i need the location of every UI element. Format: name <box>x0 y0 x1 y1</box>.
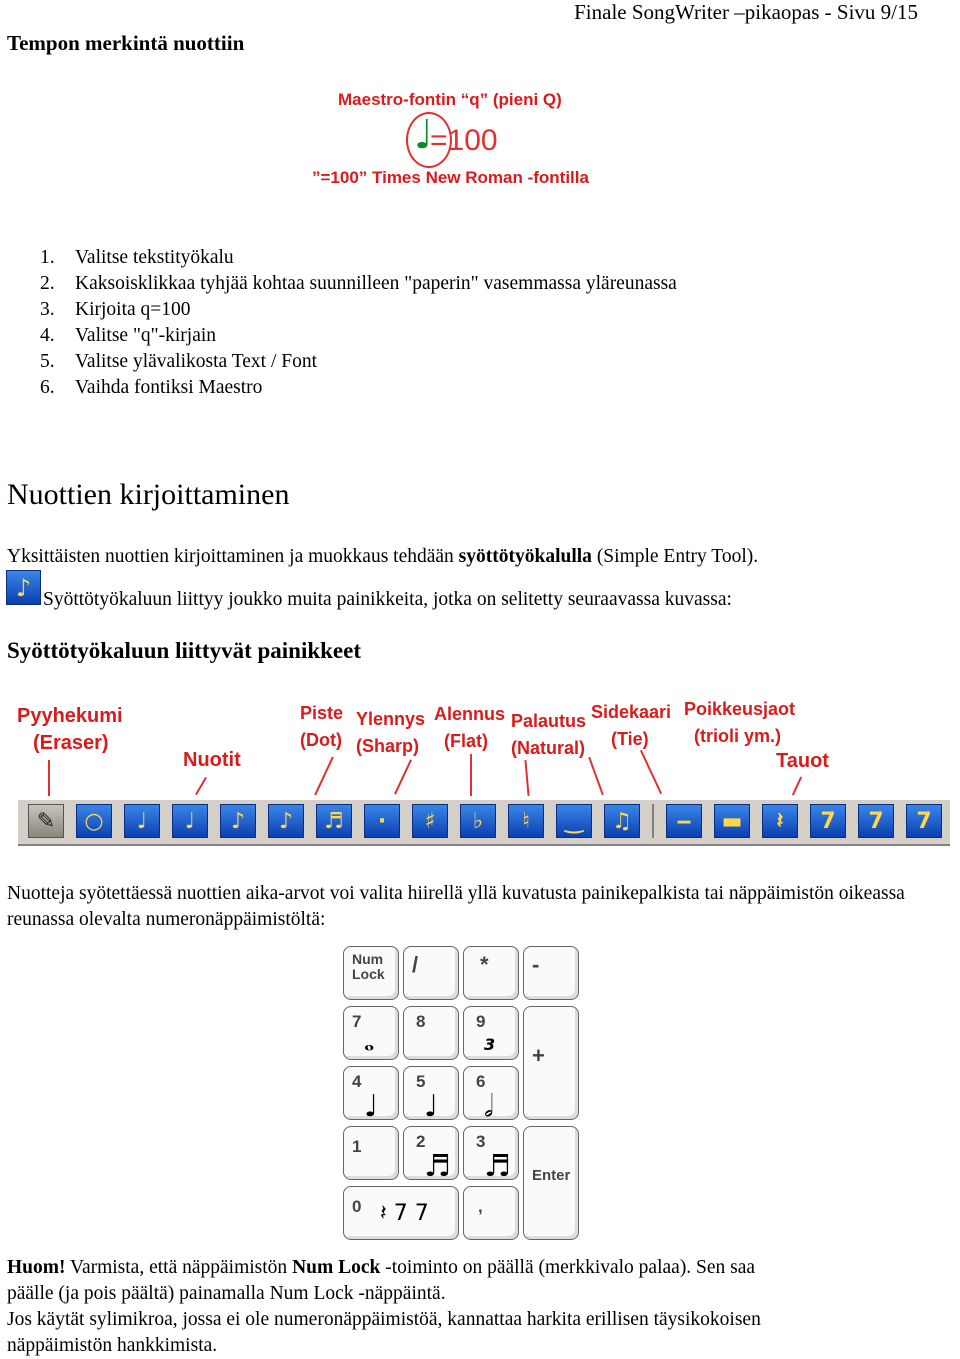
arrow <box>394 759 412 794</box>
key-asterisk[interactable]: * <box>463 946 519 1000</box>
sixteenth-note-icon: ♬ <box>424 1149 451 1184</box>
arrow <box>588 757 604 795</box>
list-item: 6. Vaihda fontiksi Maestro <box>40 377 263 398</box>
section-title-tempo: Tempon merkintä nuottiin <box>7 31 245 55</box>
key-0[interactable]: 0 𝄽 7 7 <box>343 1186 459 1240</box>
key-plus[interactable]: + <box>523 1006 579 1120</box>
key-2[interactable]: 2 ♬ <box>403 1126 459 1180</box>
eighth-note-icon: ♩ <box>364 1089 379 1124</box>
eighth-note-button[interactable]: ♪ <box>220 804 256 838</box>
arrow <box>792 777 802 796</box>
thirtysecond-rest-button[interactable]: 7 <box>906 804 942 838</box>
label-eraser: Pyyhekumi (Eraser) <box>17 705 123 754</box>
key-minus[interactable]: - <box>523 946 579 1000</box>
label-flat: Alennus (Flat) <box>434 704 506 751</box>
arrow <box>524 760 529 796</box>
key-9[interactable]: 9 3 <box>463 1006 519 1060</box>
tuplet-icon: 3 <box>484 1035 496 1054</box>
label-sharp: Ylennys (Sharp) <box>356 709 426 756</box>
arrow <box>314 757 334 796</box>
arrow <box>195 777 207 795</box>
whole-rest-button[interactable]: ‒ <box>666 804 702 838</box>
list-item: 1. Valitse tekstityökalu <box>40 247 234 268</box>
page-header-right: Finale SongWriter –pikaopas - Sivu 9/15 <box>574 0 918 24</box>
tempo-value: =100 <box>430 124 498 157</box>
simple-entry-toolbar <box>18 799 950 846</box>
quarter-rest-button[interactable]: 𝄽 <box>762 804 798 838</box>
half-rest-button[interactable]: ▬ <box>714 804 750 838</box>
quarter-note-icon: ♩ <box>424 1089 439 1124</box>
tempo-figure-top-label: Maestro-fontin “q” (pieni Q) <box>338 90 562 109</box>
quarter-note-button[interactable]: ♩ <box>172 804 208 838</box>
sharp-button[interactable]: ♯ <box>412 804 448 838</box>
label-rests: Tauot <box>776 750 829 772</box>
rests-icon: 𝄽 7 7 <box>380 1201 429 1226</box>
tempo-steps-list <box>0 245 677 401</box>
key-numlock[interactable]: Num Lock <box>343 946 399 1000</box>
paragraph-simple-entry: Yksittäisten nuottien kirjoittaminen ja muokkaus tehdään syöttötyökalulla (Simple Entry Tool). <box>7 546 759 567</box>
key-decimal[interactable]: , <box>463 1186 519 1240</box>
tempo-figure-bottom-label: ”=100” Times New Roman -fontilla <box>312 168 589 187</box>
list-item: 2. Kaksoisklikkaa tyhjää kohtaa suunnilleen "paperin" vasemmassa yläreunassa <box>40 273 677 294</box>
half-note-button[interactable]: ♩ <box>124 804 160 838</box>
label-notes: Nuotit <box>183 749 241 771</box>
sixteenth-rest-button[interactable]: 7 <box>858 804 894 838</box>
arrow <box>640 750 662 794</box>
simple-entry-tool-icon: ♪ <box>6 570 41 605</box>
arrow <box>48 760 50 796</box>
eighth-rest-button[interactable]: 7 <box>810 804 846 838</box>
key-8[interactable]: 8 <box>403 1006 459 1060</box>
half-note-icon: 𝅗𝅥 <box>484 1089 494 1124</box>
label-dot: Piste (Dot) <box>300 703 344 750</box>
sixteenth-note-button[interactable]: ♪ <box>268 804 304 838</box>
label-natural: Palautus (Natural) <box>511 711 587 758</box>
flat-button[interactable]: ♭ <box>460 804 496 838</box>
toolbar-separator <box>652 804 654 838</box>
list-item: 4. Valitse "q"-kirjain <box>40 325 217 346</box>
thirtysecond-note-icon: ♬ <box>484 1149 511 1184</box>
label-tie: Sidekaari (Tie) <box>591 702 672 749</box>
dot-button[interactable]: · <box>364 804 400 838</box>
paragraph-numpad-intro: Nuotteja syötettäessä nuottien aika-arvot voi valita hiirellä yllä kuvatusta painikepalkista tai näppäimistön oikeassa reunassa olevalta numeronäppäimistöltä: <box>7 883 905 930</box>
section-heading: Nuottien kirjoittaminen <box>7 478 290 511</box>
tie-button[interactable]: ‿ <box>556 804 592 838</box>
key-enter[interactable]: Enter <box>523 1126 579 1240</box>
arrow <box>470 754 472 796</box>
key-slash[interactable]: / <box>403 946 459 1000</box>
whole-note-button[interactable]: ○ <box>76 804 112 838</box>
quarter-note-icon: ♩ <box>414 112 433 158</box>
paragraph-numlock-note: Huom! Varmista, että näppäimistön Num Lock -toiminto on päällä (merkkivalo palaa). Sen saa päälle (ja pois päältä) painamalla Num Lock -näppäintä. Jos käytät sylimikroa, jossa ei ole numeronäppäimistöä, kannattaa harkita erillisen täysikokoisen näppäimistön hankkimista. <box>7 1257 761 1356</box>
whole-note-icon: 𝅝 <box>364 1027 375 1057</box>
key-6[interactable]: 6 𝅗𝅥 <box>463 1066 519 1120</box>
key-5[interactable]: 5 ♩ <box>403 1066 459 1120</box>
eraser-button[interactable]: ✎ <box>28 804 64 838</box>
list-item: 3. Kirjoita q=100 <box>40 299 191 320</box>
key-4[interactable]: 4 ♩ <box>343 1066 399 1120</box>
paragraph-buttons-intro: Syöttötyökaluun liittyy joukko muita painikkeita, jotka on selitetty seuraavassa kuvassa: <box>43 589 732 610</box>
key-1[interactable]: 1 <box>343 1126 399 1180</box>
label-tuplets: Poikkeusjaot (trioli ym.) <box>684 699 796 746</box>
numeric-keypad <box>343 946 583 1242</box>
list-item: 5. Valitse ylävalikosta Text / Font <box>40 351 317 372</box>
natural-button[interactable]: ♮ <box>508 804 544 838</box>
key-3[interactable]: 3 ♬ <box>463 1126 519 1180</box>
subheading-buttons: Syöttötyökaluun liittyvät painikkeet <box>7 638 361 663</box>
thirtysecond-note-button[interactable]: ♬ <box>316 804 352 838</box>
tuplet-button[interactable]: ♫ <box>604 804 640 838</box>
key-7[interactable]: 7 𝅝 <box>343 1006 399 1060</box>
